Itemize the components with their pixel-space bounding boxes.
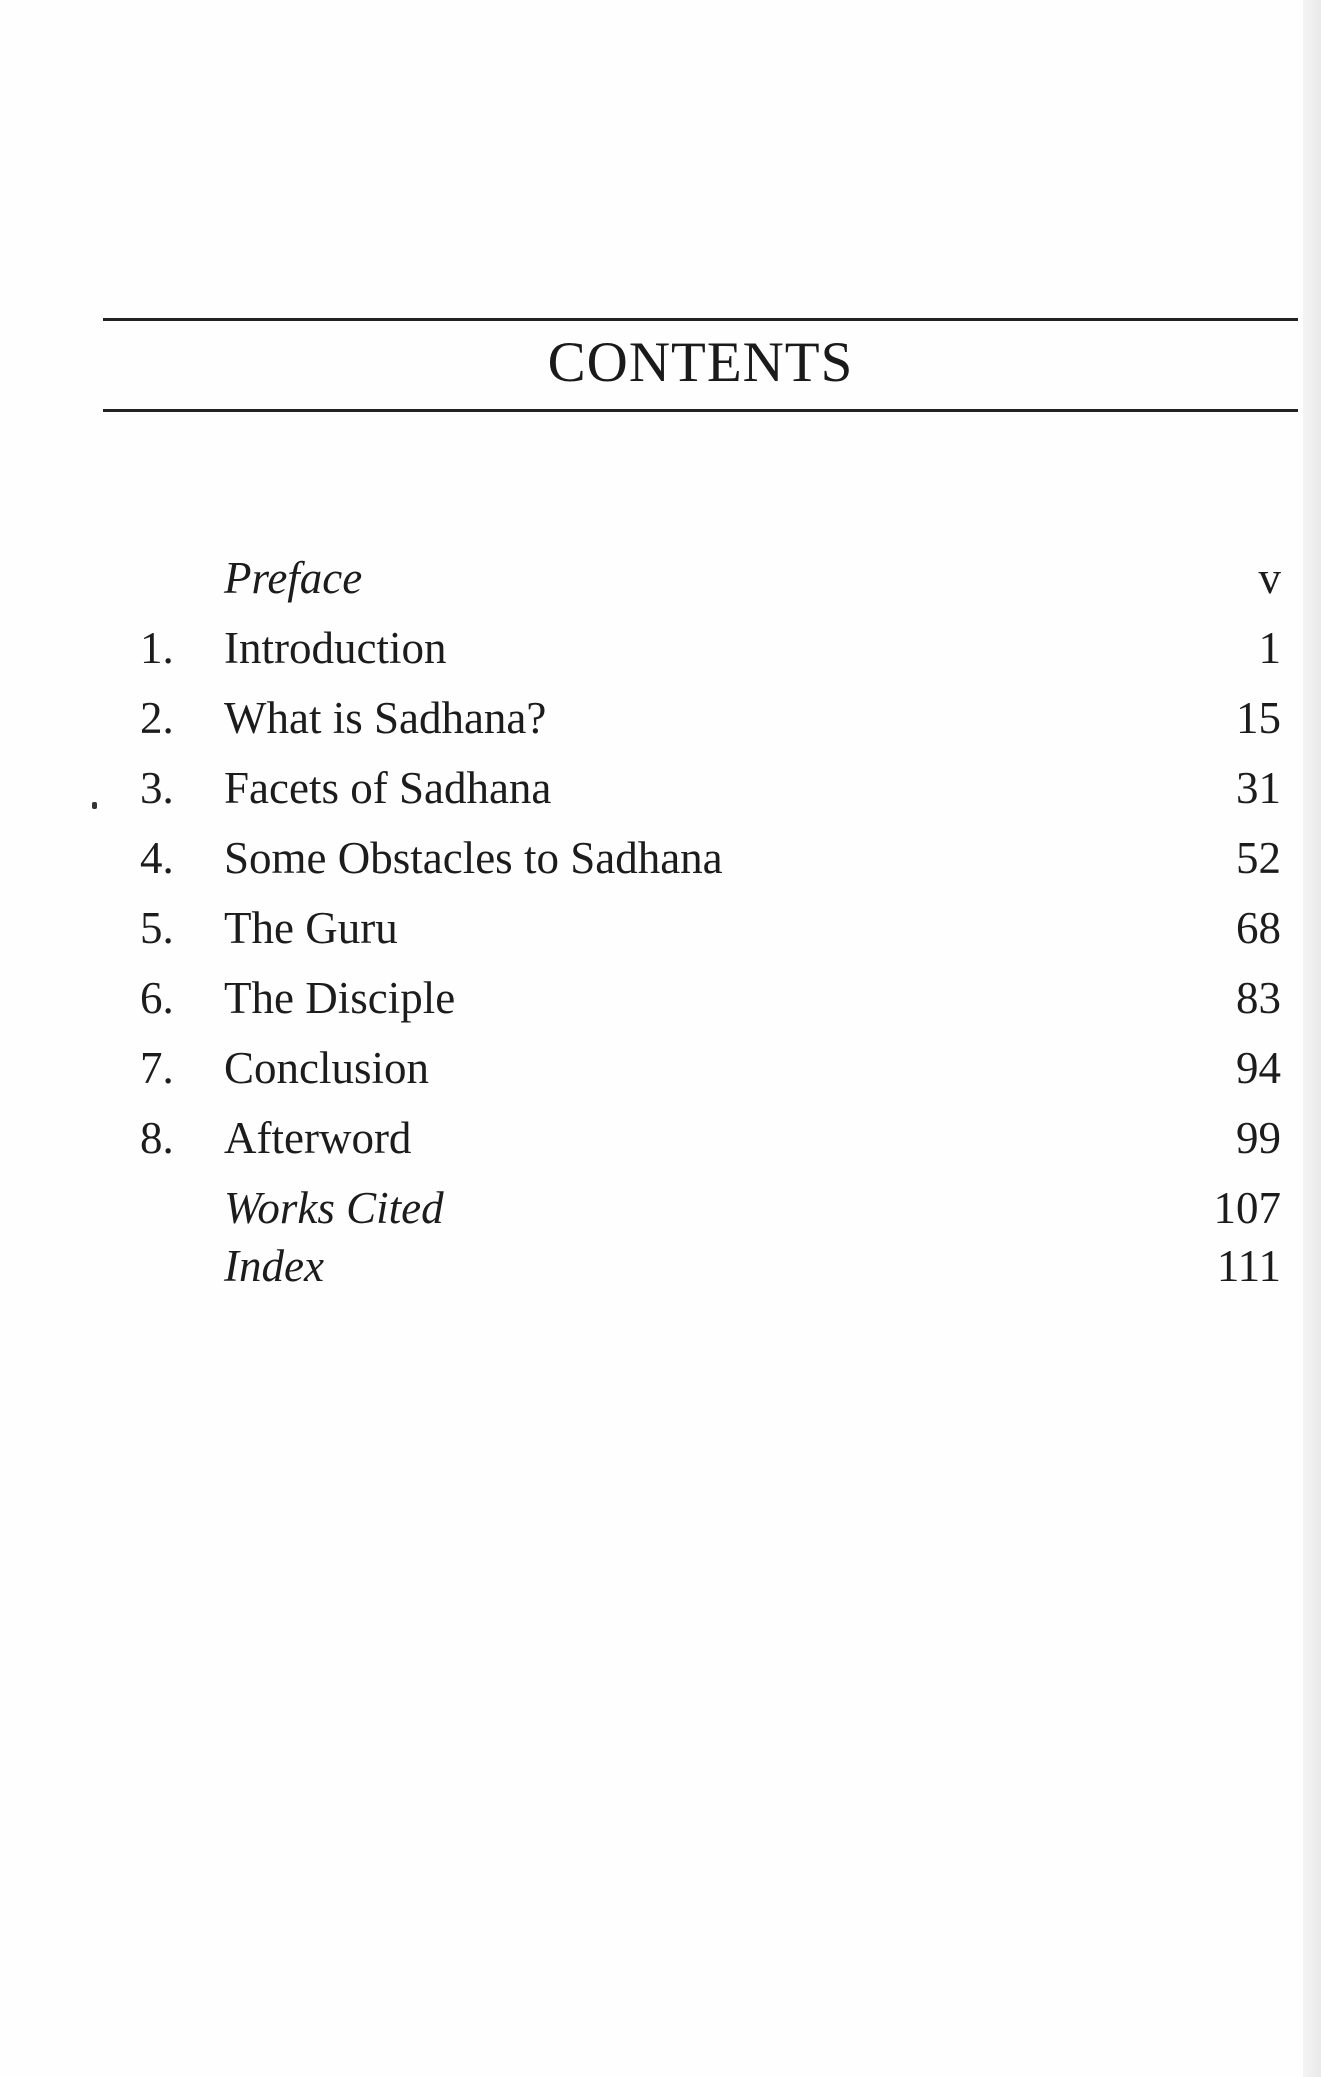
bottom-rule bbox=[103, 409, 1298, 412]
toc-entry-conclusion bbox=[0, 1042, 1321, 1112]
entry-page: 94 bbox=[1236, 1043, 1281, 1093]
entry-title: The Guru bbox=[224, 903, 398, 953]
entry-number: 7. bbox=[140, 1043, 174, 1093]
entry-title: Index bbox=[224, 1241, 324, 1291]
entry-title: Introduction bbox=[224, 623, 447, 673]
toc-entry-the-guru bbox=[0, 902, 1321, 972]
entry-page: 15 bbox=[1236, 693, 1281, 743]
entry-page: 68 bbox=[1236, 903, 1281, 953]
entry-title: Some Obstacles to Sadhana bbox=[224, 833, 723, 883]
entry-page: 107 bbox=[1213, 1183, 1281, 1233]
entry-page: 83 bbox=[1236, 973, 1281, 1023]
entry-title: Works Cited bbox=[224, 1183, 444, 1233]
entry-number: 5. bbox=[140, 903, 174, 953]
entry-number: 2. bbox=[140, 693, 174, 743]
entry-title: The Disciple bbox=[224, 973, 456, 1023]
toc-entry-preface bbox=[0, 552, 1321, 622]
entry-title: What is Sadhana? bbox=[224, 693, 547, 743]
entry-page: 31 bbox=[1236, 763, 1281, 813]
top-rule bbox=[103, 318, 1298, 321]
entry-number: 6. bbox=[140, 973, 174, 1023]
toc-entry-afterword bbox=[0, 1112, 1321, 1182]
entry-number: 1. bbox=[140, 623, 174, 673]
page-title: CONTENTS bbox=[547, 331, 854, 394]
toc-entry-the-disciple bbox=[0, 972, 1321, 1042]
toc-entry-introduction bbox=[0, 622, 1321, 692]
entry-page: 52 bbox=[1236, 833, 1281, 883]
entry-page: v bbox=[1258, 553, 1281, 603]
entry-title: Afterword bbox=[224, 1113, 412, 1163]
entry-title: Preface bbox=[224, 553, 363, 603]
entry-page: 1 bbox=[1258, 623, 1281, 673]
entry-number: 3. bbox=[140, 763, 174, 813]
entry-title: Facets of Sadhana bbox=[224, 763, 552, 813]
toc-entry-what-is-sadhana bbox=[0, 692, 1321, 762]
entry-title: Conclusion bbox=[224, 1043, 430, 1093]
toc-entry-facets-of-sadhana bbox=[0, 762, 1321, 832]
entry-number: 4. bbox=[140, 833, 174, 883]
toc-entry-index bbox=[0, 1240, 1321, 1310]
entry-number: 8. bbox=[140, 1113, 174, 1163]
entry-page: 111 bbox=[1216, 1241, 1281, 1291]
toc-entry-some-obstacles bbox=[0, 832, 1321, 902]
entry-page: 99 bbox=[1236, 1113, 1281, 1163]
